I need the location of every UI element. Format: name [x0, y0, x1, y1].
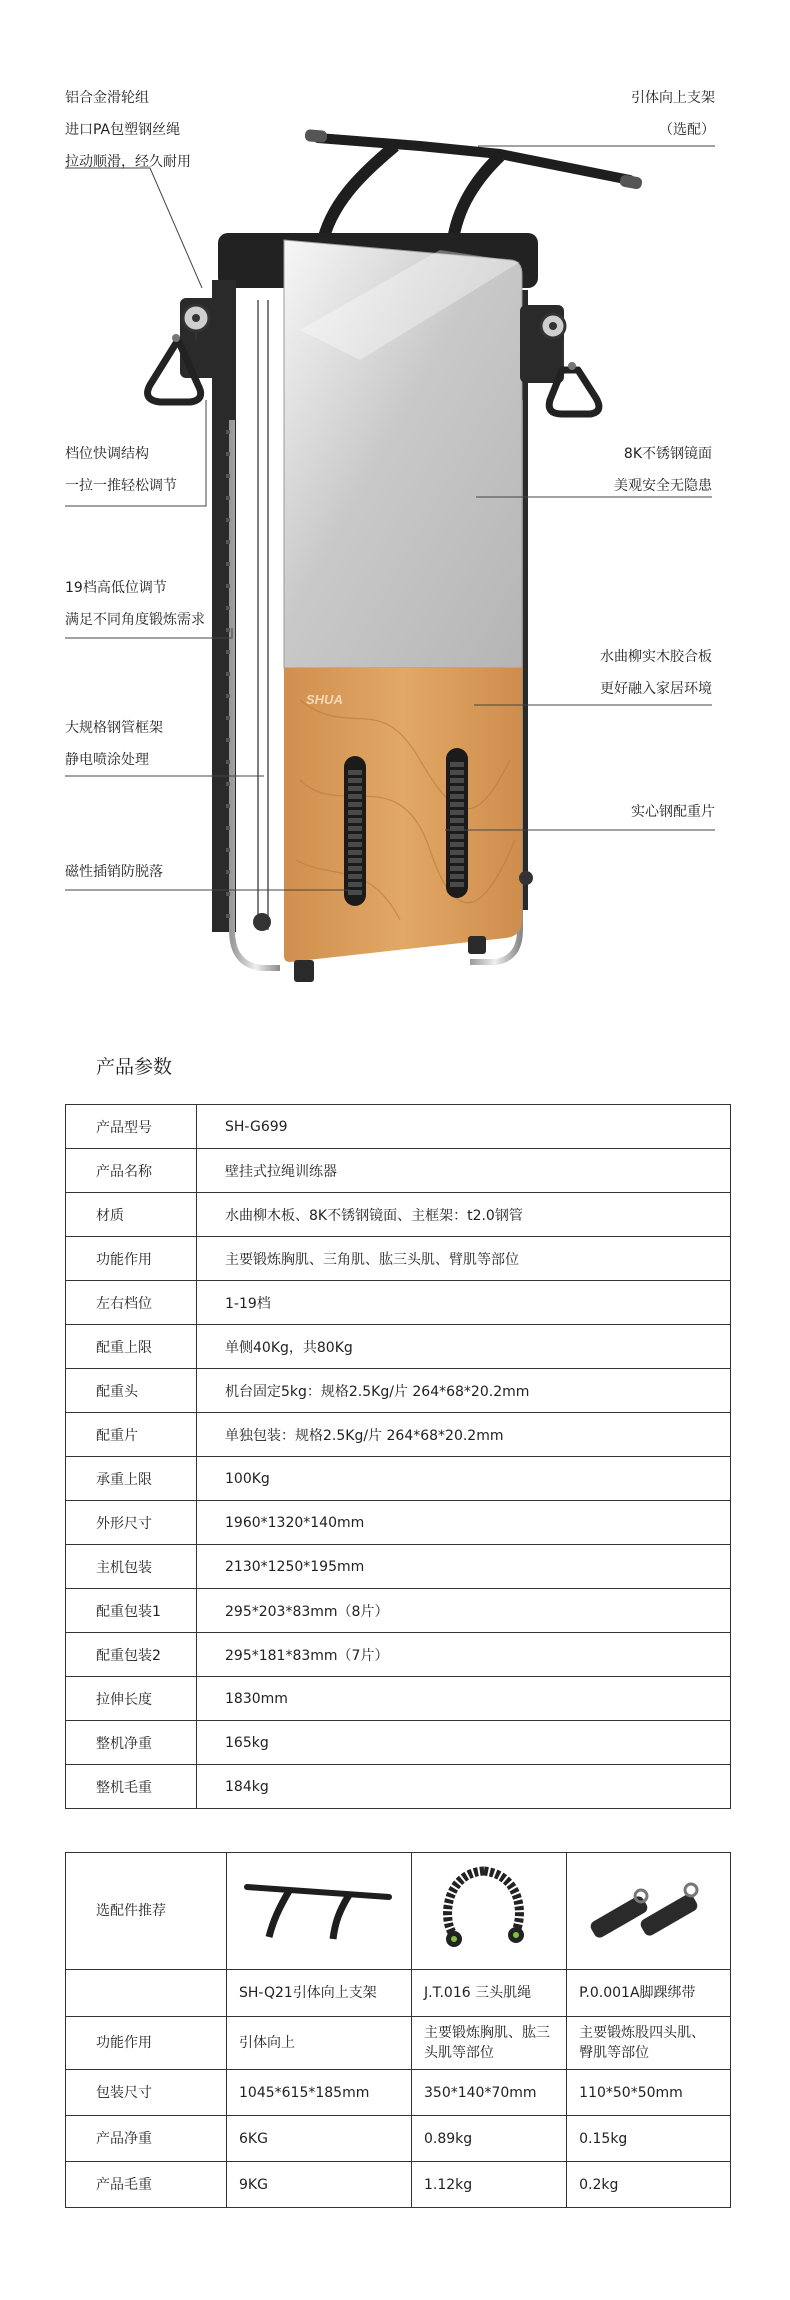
spec-row [66, 1765, 731, 1809]
spec-row [66, 1589, 731, 1633]
spec-row [66, 1677, 731, 1721]
callout-weight [631, 796, 715, 828]
spec-label: 左右档位 [66, 1281, 197, 1325]
spec-label: 主机包装 [66, 1545, 197, 1589]
spec-value: 单独包装：规格2.5Kg/片 264*68*20.2mm [197, 1413, 731, 1457]
spec-label: 产品型号 [66, 1105, 197, 1149]
spec-label: 配重上限 [66, 1325, 197, 1369]
accessory-function: 引体向上 [227, 2017, 412, 2070]
accessory-function-label: 功能作用 [66, 2017, 227, 2070]
accessory-package-row [66, 2070, 731, 2116]
accessory-package: 1045*615*185mm [227, 2070, 412, 2116]
spec-value: 1960*1320*140mm [197, 1501, 731, 1545]
accessory-name: SH-Q21引体向上支架 [227, 1970, 412, 2017]
callout-levels-line2: 满足不同角度锻炼需求 [65, 612, 205, 628]
callout-pullup-line1: 引体向上支架 [631, 90, 715, 106]
accessory-image-pullup [227, 1853, 412, 1970]
spec-label: 承重上限 [66, 1457, 197, 1501]
spec-value: 主要锻炼胸肌、三角肌、肱三头肌、臂肌等部位 [197, 1237, 731, 1281]
spec-row [66, 1721, 731, 1765]
callout-pulley-line1: 铝合金滑轮组 [65, 90, 149, 106]
spec-value: 水曲柳木板、8K不锈钢镜面、主框架：t2.0钢管 [197, 1193, 731, 1237]
spec-value: 2130*1250*195mm [197, 1545, 731, 1589]
accessory-table [65, 1852, 731, 2208]
callout-pin-line1: 磁性插销防脱落 [65, 864, 163, 880]
accessory-net: 6KG [227, 2116, 412, 2162]
accessory-package: 350*140*70mm [412, 2070, 567, 2116]
spec-label: 配重头 [66, 1369, 197, 1413]
accessory-function: 主要锻炼胸肌、肱三头肌等部位 [412, 2017, 567, 2070]
spec-label: 整机净重 [66, 1721, 197, 1765]
callout-pullup [631, 82, 715, 146]
spec-row [66, 1457, 731, 1501]
accessory-gross-label: 产品毛重 [66, 2162, 227, 2208]
accessory-image-ankle-strap [567, 1853, 731, 1970]
accessory-name: P.0.001A脚踝绑带 [567, 1970, 731, 2017]
spec-row [66, 1369, 731, 1413]
callout-wood [600, 641, 712, 705]
spec-value: 1-19档 [197, 1281, 731, 1325]
spec-row [66, 1281, 731, 1325]
spec-label: 材质 [66, 1193, 197, 1237]
callout-mirror-line2: 美观安全无隐患 [614, 478, 712, 494]
spec-label: 配重包装2 [66, 1633, 197, 1677]
spec-row [66, 1105, 731, 1149]
accessory-image-row [66, 1853, 731, 1970]
callout-quick-adjust-line2: 一拉一推轻松调节 [65, 478, 177, 494]
accessory-package: 110*50*50mm [567, 2070, 731, 2116]
spec-row [66, 1633, 731, 1677]
spec-value: 1830mm [197, 1677, 731, 1721]
spec-value: 184kg [197, 1765, 731, 1809]
spec-value: 100Kg [197, 1457, 731, 1501]
spec-label: 外形尺寸 [66, 1501, 197, 1545]
accessory-image-rope [412, 1853, 567, 1970]
ankle-strap-icon [579, 1868, 709, 1948]
callout-wood-line1: 水曲柳实木胶合板 [600, 649, 712, 665]
accessory-net-row [66, 2116, 731, 2162]
section-title: 产品参数 [96, 1056, 173, 1078]
accessory-header-label: 选配件推荐 [66, 1853, 227, 1970]
spec-label: 拉伸长度 [66, 1677, 197, 1721]
callout-pullup-line2: （选配） [659, 122, 715, 138]
callout-pulley-line3: 拉动顺滑，经久耐用 [65, 154, 191, 170]
spec-value: 壁挂式拉绳训练器 [197, 1149, 731, 1193]
spec-label: 功能作用 [66, 1237, 197, 1281]
callout-pulley-line2: 进口PA包塑钢丝绳 [65, 122, 181, 138]
accessory-net-label: 产品净重 [66, 2116, 227, 2162]
spec-label: 产品名称 [66, 1149, 197, 1193]
accessory-gross: 0.2kg [567, 2162, 731, 2208]
callout-pin [65, 856, 163, 888]
callout-levels-line1: 19档高低位调节 [65, 580, 167, 596]
callout-frame-line1: 大规格钢管框架 [65, 720, 163, 736]
spec-row [66, 1325, 731, 1369]
spec-table [65, 1104, 731, 1809]
spec-row [66, 1545, 731, 1589]
callout-frame [65, 712, 163, 776]
callout-quick-adjust [65, 438, 177, 502]
spec-row [66, 1413, 731, 1457]
spec-value: 165kg [197, 1721, 731, 1765]
accessory-gross: 1.12kg [412, 2162, 567, 2208]
spec-label: 整机毛重 [66, 1765, 197, 1809]
accessory-name-label [66, 1970, 227, 2017]
spec-row [66, 1149, 731, 1193]
spec-value: 单侧40Kg，共80Kg [197, 1325, 731, 1369]
accessory-gross: 9KG [227, 2162, 412, 2208]
accessory-net: 0.89kg [412, 2116, 567, 2162]
callout-mirror [614, 438, 712, 502]
spec-value: 295*181*83mm（7片） [197, 1633, 731, 1677]
tricep-rope-icon [424, 1863, 544, 1953]
accessory-function-row [66, 2017, 731, 2070]
spec-row [66, 1237, 731, 1281]
callout-pulley [65, 82, 191, 178]
callout-mirror-line1: 8K不锈钢镜面 [623, 446, 712, 462]
callout-frame-line2: 静电喷涂处理 [65, 752, 149, 768]
spec-row [66, 1193, 731, 1237]
brand-logo: SHUA [306, 692, 343, 707]
accessory-gross-row [66, 2162, 731, 2208]
spec-label: 配重片 [66, 1413, 197, 1457]
accessory-function: 主要锻炼股四头肌、臀肌等部位 [567, 2017, 731, 2070]
accessory-name-row [66, 1970, 731, 2017]
callout-levels [65, 572, 205, 636]
accessory-package-label: 包装尺寸 [66, 2070, 227, 2116]
callout-wood-line2: 更好融入家居环境 [600, 681, 712, 697]
accessory-name: J.T.016 三头肌绳 [412, 1970, 567, 2017]
accessory-net: 0.15kg [567, 2116, 731, 2162]
spec-value: SH-G699 [197, 1105, 731, 1149]
spec-label: 配重包装1 [66, 1589, 197, 1633]
callout-quick-adjust-line1: 档位快调结构 [65, 446, 149, 462]
callout-weight-line1: 实心钢配重片 [631, 804, 715, 820]
spec-value: 机台固定5kg：规格2.5Kg/片 264*68*20.2mm [197, 1369, 731, 1413]
spec-row [66, 1501, 731, 1545]
pullup-bar-icon [239, 1873, 399, 1943]
spec-value: 295*203*83mm（8片） [197, 1589, 731, 1633]
